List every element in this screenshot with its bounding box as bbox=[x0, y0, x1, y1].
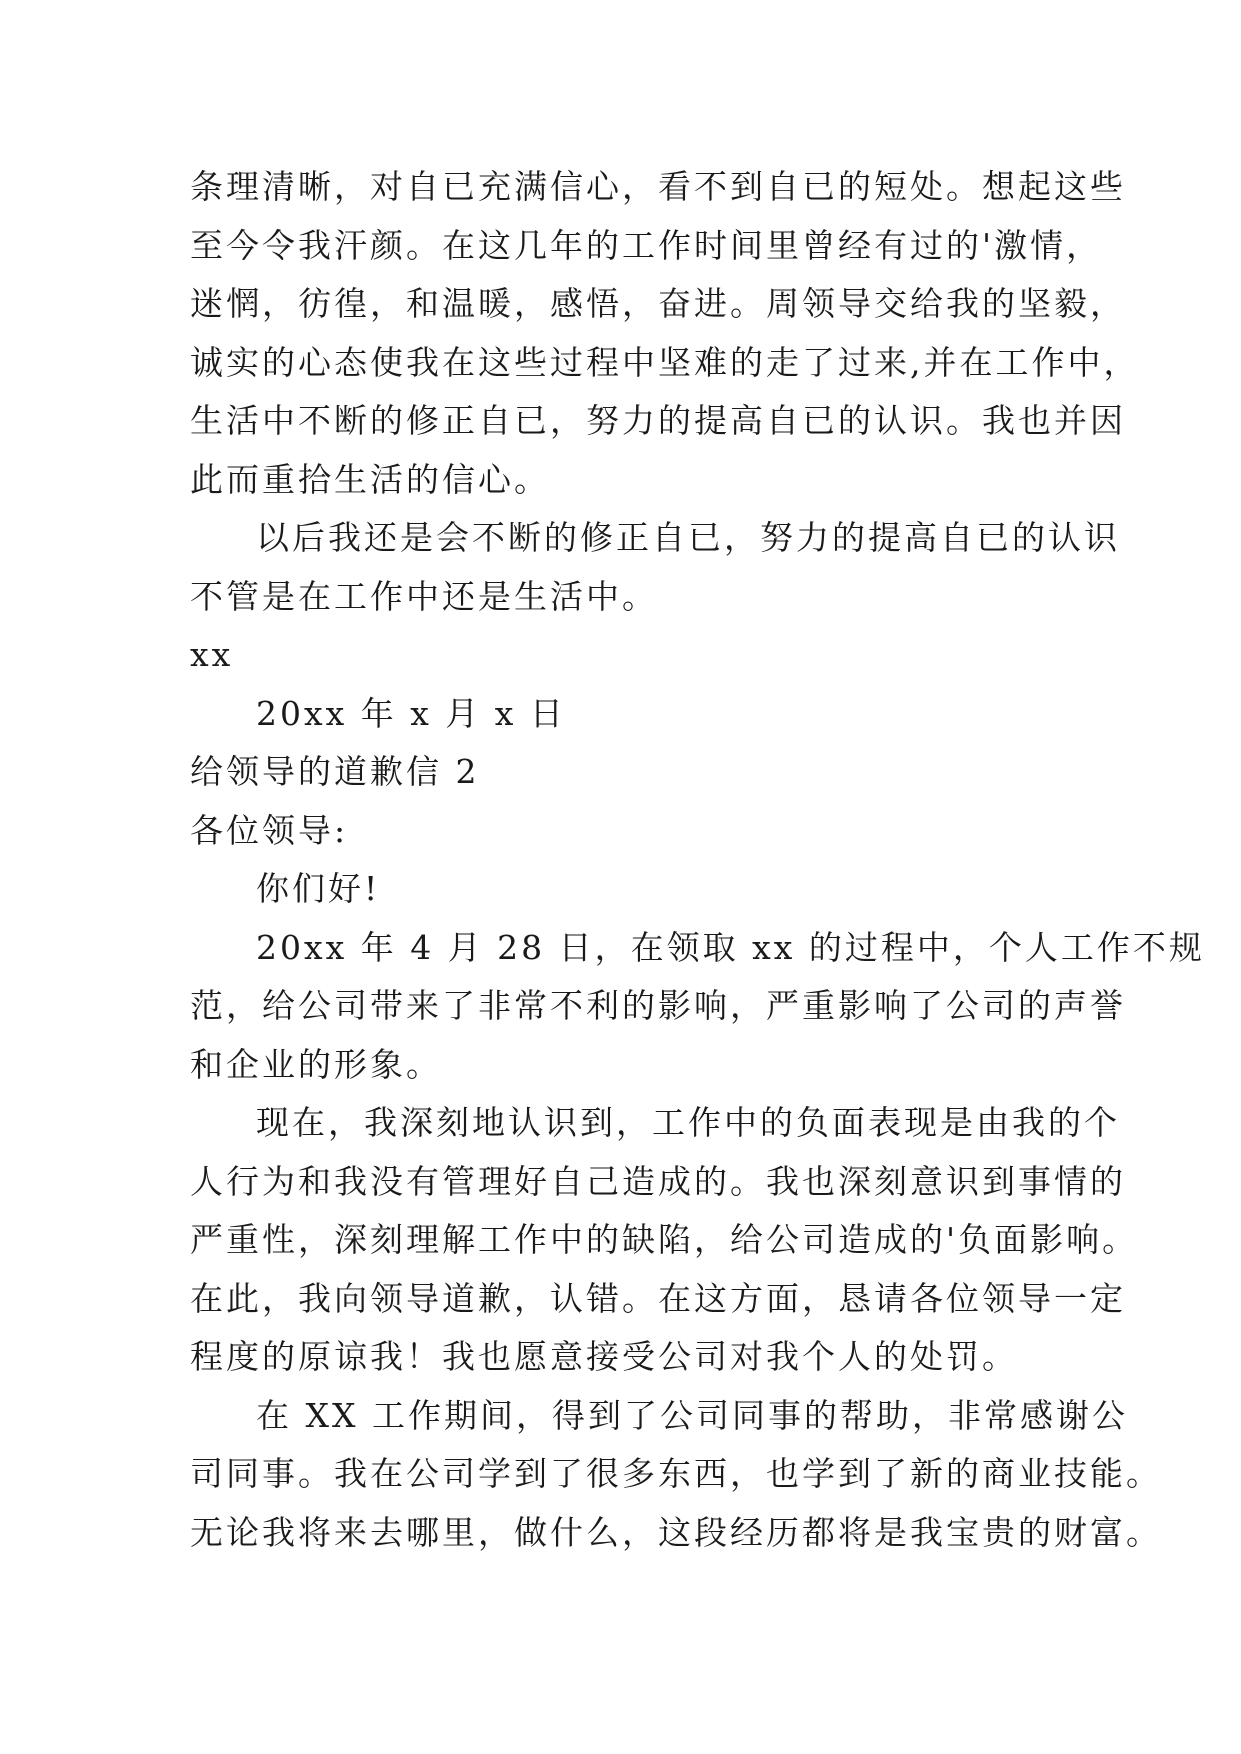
text-line: 严重性，深刻理解工作中的缺陷，给公司造成的'负面影响。 bbox=[190, 1220, 1139, 1259]
signature-name: xx bbox=[190, 635, 234, 674]
text-line: 条理清晰，对自已充满信心，看不到自已的短处。想起这些 bbox=[190, 167, 1126, 206]
text-line: 至今令我汗颜。在这几年的工作时间里曾经有过的'激情， bbox=[190, 225, 1103, 265]
text-line: 生活中不断的修正自已，努力的提高自已的认识。我也并因 bbox=[190, 401, 1126, 440]
document-body bbox=[190, 158, 1205, 1562]
text-line: 在此，我向领导道歉，认错。在这方面，恳请各位领导一定 bbox=[190, 1278, 1126, 1318]
text-line: 范，给公司带来了非常不利的影响，严重影响了公司的声誉 bbox=[190, 986, 1126, 1025]
text-line: 诚实的心态使我在这些过程中坚难的走了过来,并在工作中， bbox=[190, 342, 1140, 382]
salutation: 各位领导: bbox=[190, 810, 349, 850]
text-line: 程度的原谅我！我也愿意接受公司对我个人的处罚。 bbox=[190, 1337, 1018, 1376]
text-line: 不管是在工作中还是生活中。 bbox=[190, 576, 658, 616]
signature-date: 20xx 年 x 月 x 日 bbox=[256, 693, 566, 733]
text-line: 此而重拾生活的信心。 bbox=[190, 459, 550, 499]
text-line: 和企业的形象。 bbox=[190, 1044, 442, 1084]
text-line: 20xx 年 4 月 28 日，在领取 xx 的过程中，个人工作不规 bbox=[256, 927, 1205, 967]
greeting: 你们好! bbox=[256, 869, 381, 908]
text-line: 无论我将来去哪里，做什么，这段经历都将是我宝贵的财富。 bbox=[190, 1512, 1162, 1552]
text-line: 迷惘，彷徨，和温暖，感悟，奋进。周领导交给我的坚毅， bbox=[190, 284, 1126, 323]
letter-title: 给领导的道歉信 2 bbox=[190, 752, 480, 791]
text-line: 司同事。我在公司学到了很多东西，也学到了新的商业技能。 bbox=[190, 1454, 1162, 1493]
text-line: 在 XX 工作期间，得到了公司同事的帮助，非常感谢公 bbox=[256, 1395, 1128, 1435]
text-line: 人行为和我没有管理好自己造成的。我也深刻意识到事情的 bbox=[190, 1161, 1126, 1201]
text-line: 以后我还是会不断的修正自已，努力的提高自已的认识 bbox=[256, 518, 1120, 557]
text-line: 现在，我深刻地认识到，工作中的负面表现是由我的个 bbox=[256, 1103, 1120, 1142]
